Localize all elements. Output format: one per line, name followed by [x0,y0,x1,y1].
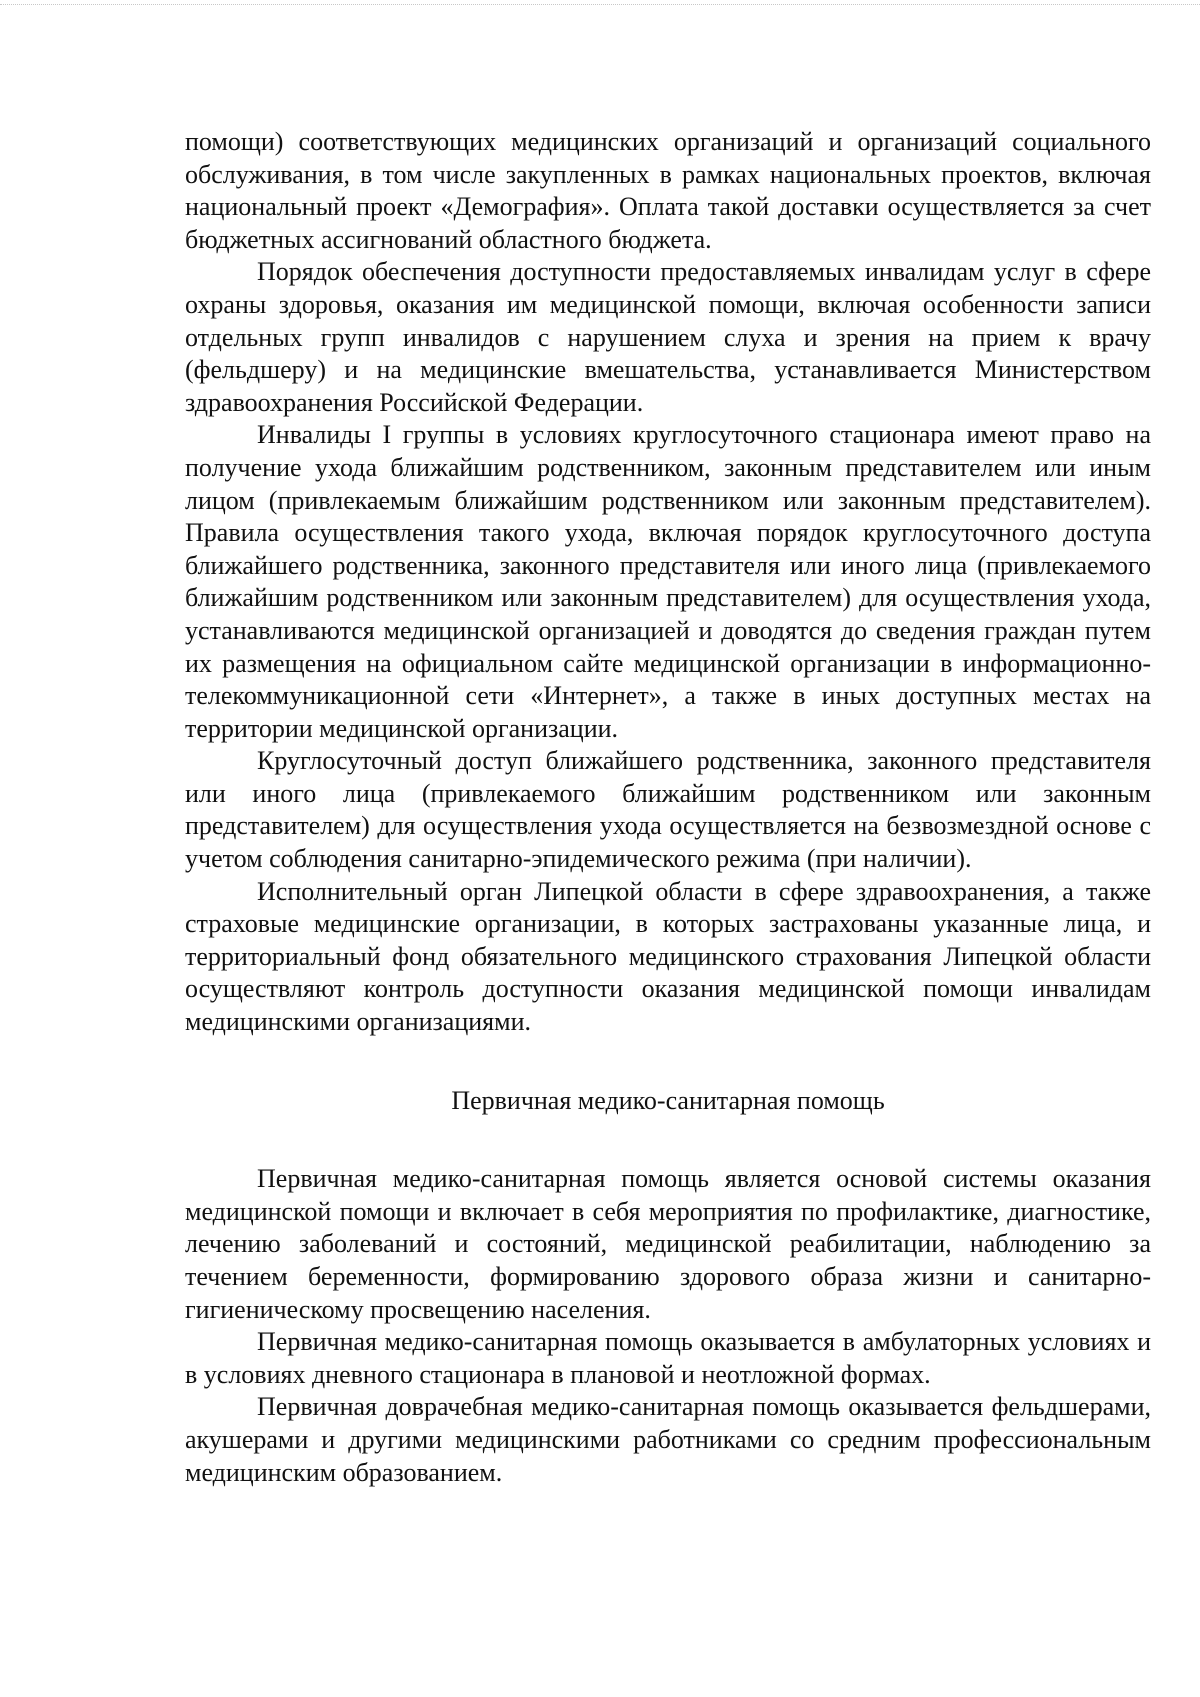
paragraph-group-one-care: Инвалиды I группы в условиях круглосуточного стационара имеют право на получение ухода ближайшим родственником, законным представителем или иным лицом (привлекаемым ближайшим родственником или законным представителем). Правила осуществления такого ухода, включая порядок круглосуточного доступа ближайшего родственника, законного представителя или иного лица (привлекаемого ближайшим родственником или законным представителем) для осуществления ухода, устанавливаются медицинской организацией и доводятся до сведения граждан путем их размещения на официальном сайте медицинской организации в информационно-телекоммуникационной сети «Интернет», а также в иных доступных местах на территории медицинской организации. [185,420,1151,743]
scan-top-edge [0,4,1200,5]
paragraph-round-the-clock-access: Круглосуточный доступ ближайшего родственника, законного представителя или иного лица (привлекаемого ближайшим родственником или законным представителем) для осуществления ухода осуществляется на безвозмездной основе с учетом соблюдения санитарно-эпидемического режима (при наличии). [185,746,1151,874]
paragraph-primary-care-conditions: Первичная медико-санитарная помощь оказывается в амбулаторных условиях и в условиях дневного стационара в плановой и неотложной формах. [185,1327,1151,1389]
paragraph-accessibility-control: Исполнительный орган Липецкой области в сфере здравоохранения, а также страховые медицинские организации, в которых застрахованы указанные лица, и территориальный фонд обязательного медицинского страхования Липецкой области осуществляют контроль доступности оказания медицинской помощи инвалидам медицинскими организациями. [185,876,1151,1037]
paragraph-continuation: помощи) соответствующих медицинских организаций и организаций социального обслуживания, в том числе закупленных в рамках национальных проектов, включая национальный проект «Демография». Оплата такой доставки осуществляется за счет бюджетных ассигнований областного бюджета. [185,127,1151,254]
paragraph-accessibility-procedure: Порядок обеспечения доступности предоставляемых инвалидам услуг в сфере охраны здоровья, оказания им медицинской помощи, включая особенности записи отдельных групп инвалидов с нарушением слуха и зрения на прием к врачу (фельдшеру) и на медицинские вмешательства, устанавливается Министерством здравоохранения Российской Федерации. [185,257,1151,417]
paragraph-pre-medical-care: Первичная доврачебная медико-санитарная помощь оказывается фельдшерами, акушерами и другими медицинскими работниками со средним профессиональным медицинским образованием. [185,1392,1151,1487]
section-heading: Первичная медико-санитарная помощь [451,1085,885,1115]
paragraph-primary-care-definition: Первичная медико-санитарная помощь является основой системы оказания медицинской помощи и включает в себя мероприятия по профилактике, диагностике, лечению заболеваний и состояний, медицинской реабилитации, наблюдению за течением беременности, формированию здорового образа жизни и санитарно-гигиеническому просвещению населения. [185,1164,1151,1324]
document-body [185,126,1151,1489]
